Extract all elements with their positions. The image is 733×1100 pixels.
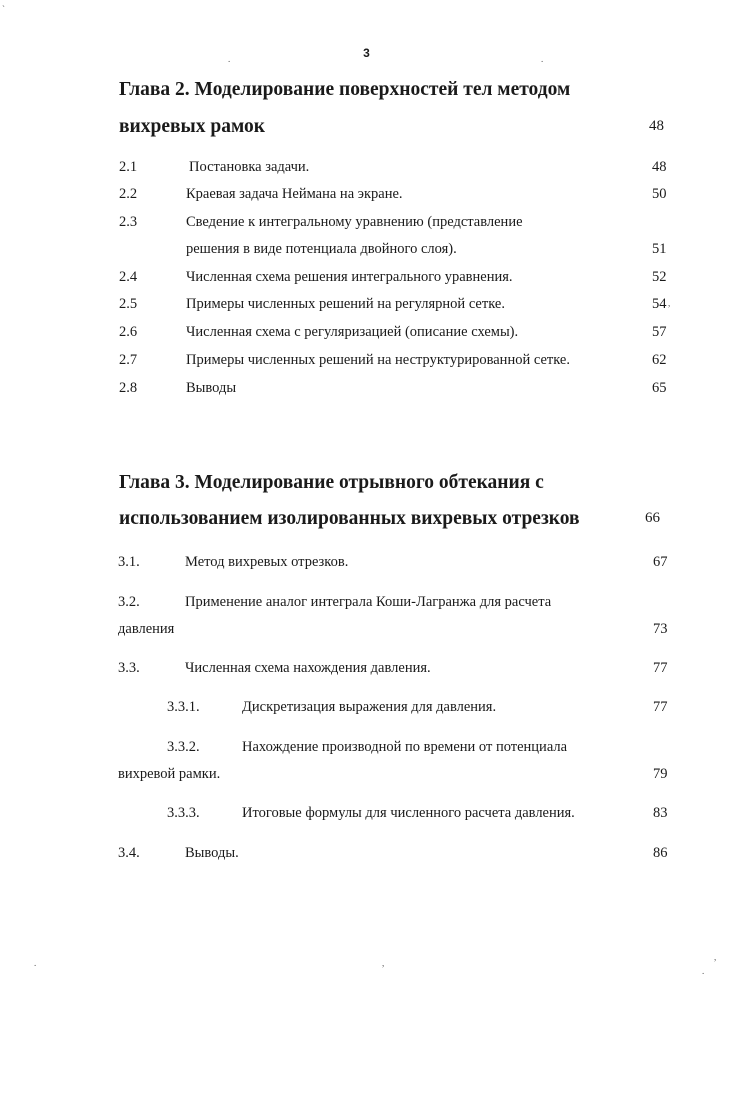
toc-entry-page: 79: [653, 766, 668, 782]
toc-entry-text: Численная схема решения интегрального уравнения.: [186, 269, 513, 285]
toc-entry-number: 2.1: [119, 159, 138, 175]
toc-entry-number: 3.4.: [118, 845, 140, 861]
scan-speck: .: [228, 54, 231, 64]
toc-entry-text: Примеры численных решений на регулярной сетке.: [186, 296, 505, 312]
toc-entry-page: 86: [653, 845, 668, 861]
toc-entry-text: Применение аналог интеграла Коши-Лагранжа для расчета: [185, 594, 552, 610]
toc-entry: [0, 296, 733, 318]
toc-entry: [0, 805, 733, 827]
toc-entry-text: давления: [118, 621, 175, 637]
toc-entry-text: Выводы.: [185, 845, 239, 861]
scan-speck: `: [2, 4, 5, 14]
toc-entry-text: Нахождение производной по времени от потенциала: [242, 739, 568, 755]
toc-entry-text: Метод вихревых отрезков.: [185, 554, 349, 570]
toc-entry-text: вихревой рамки.: [118, 766, 221, 782]
scan-speck: .: [34, 958, 37, 968]
toc-entry-page: 48: [652, 159, 667, 175]
toc-entry-page: 51: [652, 241, 667, 257]
toc-entry-number: 3.3.3.: [167, 805, 200, 821]
toc-entry-continuation: [0, 766, 733, 788]
toc-entry-page: 77: [653, 699, 668, 715]
toc-entry-number: 3.3.2.: [167, 739, 200, 755]
toc-entry: [0, 845, 733, 867]
toc-entry-text: Численная схема нахождения давления.: [185, 660, 431, 676]
scan-speck: .: [702, 966, 705, 976]
toc-entry-number: 2.4: [119, 269, 138, 285]
chapter-3-title-line-2: использованием изолированных вихревых отрезков: [119, 508, 580, 529]
toc-entry-text: Сведение к интегральному уравнению (представление: [186, 214, 523, 230]
scan-speck: ,: [382, 958, 385, 968]
page-number: 3: [363, 46, 370, 60]
toc-entry-number: 3.3.1.: [167, 699, 200, 715]
toc-entry-page: 57: [652, 324, 667, 340]
toc-entry-continuation: [0, 621, 733, 643]
toc-entry: [0, 594, 733, 616]
chapter-3-page-number: 66: [645, 510, 660, 526]
toc-entry: [0, 699, 733, 721]
toc-entry-number: 2.3: [119, 214, 138, 230]
toc-entry: [0, 269, 733, 291]
chapter-2-title-line-1: Глава 2. Моделирование поверхностей тел методом: [119, 79, 571, 100]
toc-entry-number: 3.3.: [118, 660, 140, 676]
chapter-3-title-line-1: Глава 3. Моделирование отрывного обтекания с: [119, 472, 544, 493]
toc-entry-text: Дискретизация выражения для давления.: [242, 699, 497, 715]
toc-entry-text: Численная схема с регуляризацией (описание схемы).: [186, 324, 519, 340]
toc-entry-number: 3.2.: [118, 594, 140, 610]
toc-entry: [0, 352, 733, 374]
toc-entry: [0, 186, 733, 208]
toc-entry-number: 2.8: [119, 380, 138, 396]
toc-entry-page: 54: [652, 296, 667, 312]
toc-entry-page: 67: [653, 554, 668, 570]
toc-entry-text: Итоговые формулы для численного расчета давления.: [242, 805, 575, 821]
toc-entry-page: 77: [653, 660, 668, 676]
toc-entry-text: решения в виде потенциала двойного слоя).: [186, 241, 457, 257]
scan-speck: .: [541, 54, 544, 64]
toc-entry: [0, 214, 733, 236]
toc-entry-continuation: [0, 241, 733, 263]
toc-entry-number: 2.5: [119, 296, 138, 312]
toc-entry-page: 52: [652, 269, 667, 285]
toc-entry-page: 83: [653, 805, 668, 821]
toc-entry: [0, 660, 733, 682]
toc-entry: [0, 554, 733, 576]
toc-entry-text: Краевая задача Неймана на экране.: [186, 186, 403, 202]
toc-entry: [0, 324, 733, 346]
toc-entry-text: Примеры численных решений на неструктурированной сетке.: [186, 352, 570, 368]
toc-entry: [0, 159, 733, 181]
scan-speck: ,: [668, 298, 671, 308]
toc-entry-page: 65: [652, 380, 667, 396]
toc-entry: [0, 739, 733, 761]
toc-entry-number: 2.7: [119, 352, 138, 368]
toc-entry-page: 73: [653, 621, 668, 637]
toc-entry-page: 62: [652, 352, 667, 368]
scan-speck: ,: [714, 952, 717, 962]
toc-entry-number: 2.6: [119, 324, 138, 340]
toc-entry-text: Постановка задачи.: [189, 159, 310, 175]
chapter-2-title-line-2: вихревых рамок: [119, 116, 266, 137]
toc-entry-number: 3.1.: [118, 554, 140, 570]
toc-entry: [0, 380, 733, 402]
chapter-2-page-number: 48: [649, 118, 664, 134]
toc-entry-number: 2.2: [119, 186, 138, 202]
toc-entry-text: Выводы: [186, 380, 237, 396]
toc-entry-page: 50: [652, 186, 667, 202]
